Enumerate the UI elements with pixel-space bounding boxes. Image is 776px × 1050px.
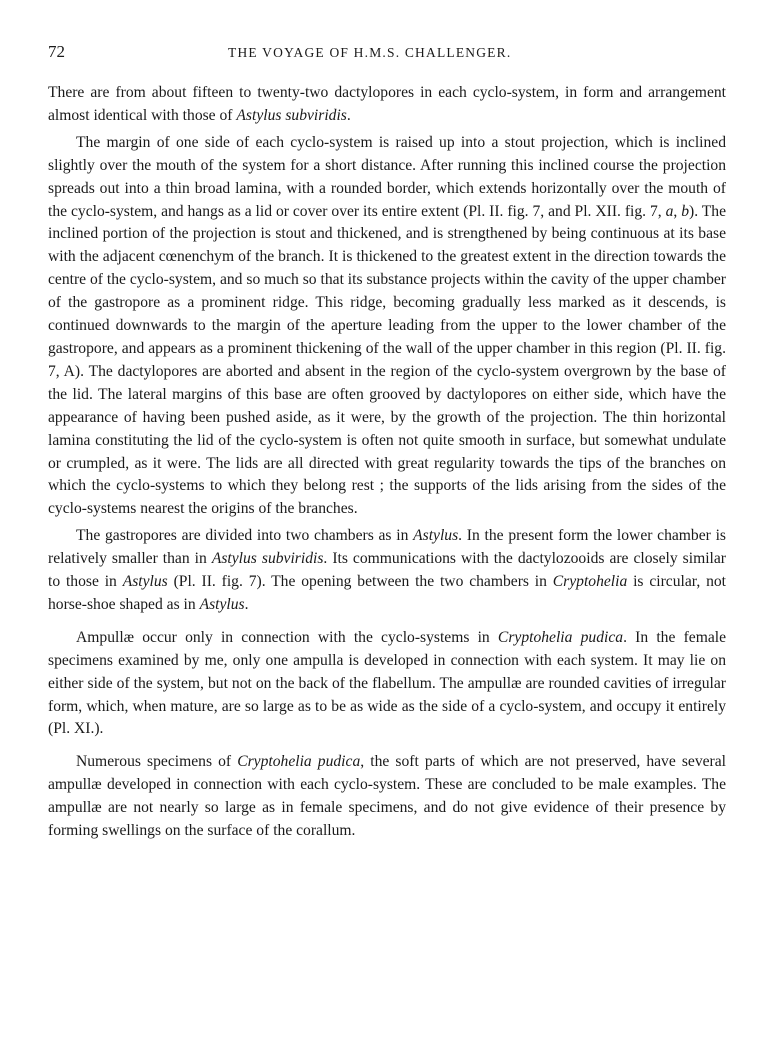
text-run: . In the present form the lower chamber is relatively smaller than in xyxy=(48,527,726,568)
text-run: Ampullæ occur only in connection with the cyclo-systems in xyxy=(76,628,498,646)
paragraph-5 xyxy=(48,751,726,843)
italic-run: Cryptohelia xyxy=(552,573,628,591)
text-run: (Pl. II. fig. 7). The opening between the two chambers in xyxy=(167,573,553,591)
text-run: . xyxy=(244,595,249,613)
body-text xyxy=(48,82,726,843)
italic-run: Cryptohelia pudica xyxy=(237,753,361,771)
text-run: The margin of one side of each cyclo-system is raised up into a stout projection, which is inclined slightly over the mouth of the system for a short distance. After running this inclined course the projection spreads out into a thin broad lamina, with a rounded border, which extends horizontally over the mouth of the cyclo-system, and hangs as a lid or cover over its entire extent (Pl. II. fig. 7, and Pl. XII. fig. 7, xyxy=(48,133,726,220)
italic-run: Astylus xyxy=(199,595,245,613)
text-run: , the soft parts of which are not preserved, have several ampullæ developed in connection with each cyclo-system. These are concluded to be male examples. The ampullæ are not nearly so large as in female specimens, and do not give evidence of their presence by forming swellings on the surface of the corallum. xyxy=(48,753,727,840)
text-run: is circular, not horse-shoe shaped as in xyxy=(48,573,726,613)
running-head xyxy=(48,42,726,66)
running-title: THE VOYAGE OF H.M.S. CHALLENGER. xyxy=(228,45,512,60)
text-run: . xyxy=(346,106,351,124)
italic-run: Cryptohelia pudica xyxy=(497,628,624,646)
italic-run: b xyxy=(681,202,690,220)
italic-run: a xyxy=(665,202,674,220)
italic-run: Astylus xyxy=(122,573,168,591)
page xyxy=(48,42,726,847)
paragraph-3 xyxy=(48,525,726,617)
text-run: , xyxy=(673,202,682,220)
italic-run: Astylus subviridis xyxy=(211,550,324,568)
italic-run: Astylus xyxy=(413,527,459,545)
italic-run: Astylus subviridis xyxy=(236,106,347,124)
text-run: . Its communications with the dactylozooids are closely similar to those in xyxy=(48,550,726,591)
text-run: Numerous specimens of xyxy=(76,753,238,771)
text-run: ). The inclined portion of the projection is stout and thickened, and is strengthened by being continuous at its base with the adjacent cœnenchym of the branch. It is thickened to the greatest extent in the direction towards the centre of the cyclo-system, and so much so that its substance projects within the cavity of the upper chamber of the gastropore as a prominent ridge. This ridge, becoming gradually less marked as it descends, is continued downwards to the margin of the aperture leading from the upper to the lower chamber of the gastropore, and appears as a prominent thickening of the wall of the upper chamber in this region (Pl. II. fig. 7, A). The dactylopores are aborted and absent in the region of the cyclo-system overgrown by the base of the lid. The lateral margins of this base are often grooved by dactylopores on either side, which have the appearance of having been pushed aside, as it were, by the growth of the projection. The thin horizontal lamina constituting the lid of the cyclo-system is often not quite smooth in surface, but somewhat undulate or crumpled, as it were. The lids are all directed with great regularity towards the tips of the branches on which the cyclo-systems to which they belong rest ; the supports of the lids arising from the sides of the cyclo-systems nearest the origins of the branches. xyxy=(48,202,727,518)
paragraph-4 xyxy=(48,627,726,742)
text-run: . In the female specimens examined by me, only one ampulla is developed in connection with each system. It may lie on either side of the system, but not on the back of the flabellum. The ampullæ are rounded cavities of irregular form, which, when mature, are so large as to be as wide as the side of a cyclo-system, and occupy it entirely (Pl. XI.). xyxy=(48,628,726,738)
text-run: There are from about fifteen to twenty-two dactylopores in each cyclo-system, in form and arrangement almost identical with those of xyxy=(48,84,726,124)
text-run: The gastropores are divided into two chambers as in xyxy=(76,527,414,545)
paragraph-2 xyxy=(48,132,726,521)
paragraph-1 xyxy=(48,82,726,128)
page-number: 72 xyxy=(48,42,65,61)
